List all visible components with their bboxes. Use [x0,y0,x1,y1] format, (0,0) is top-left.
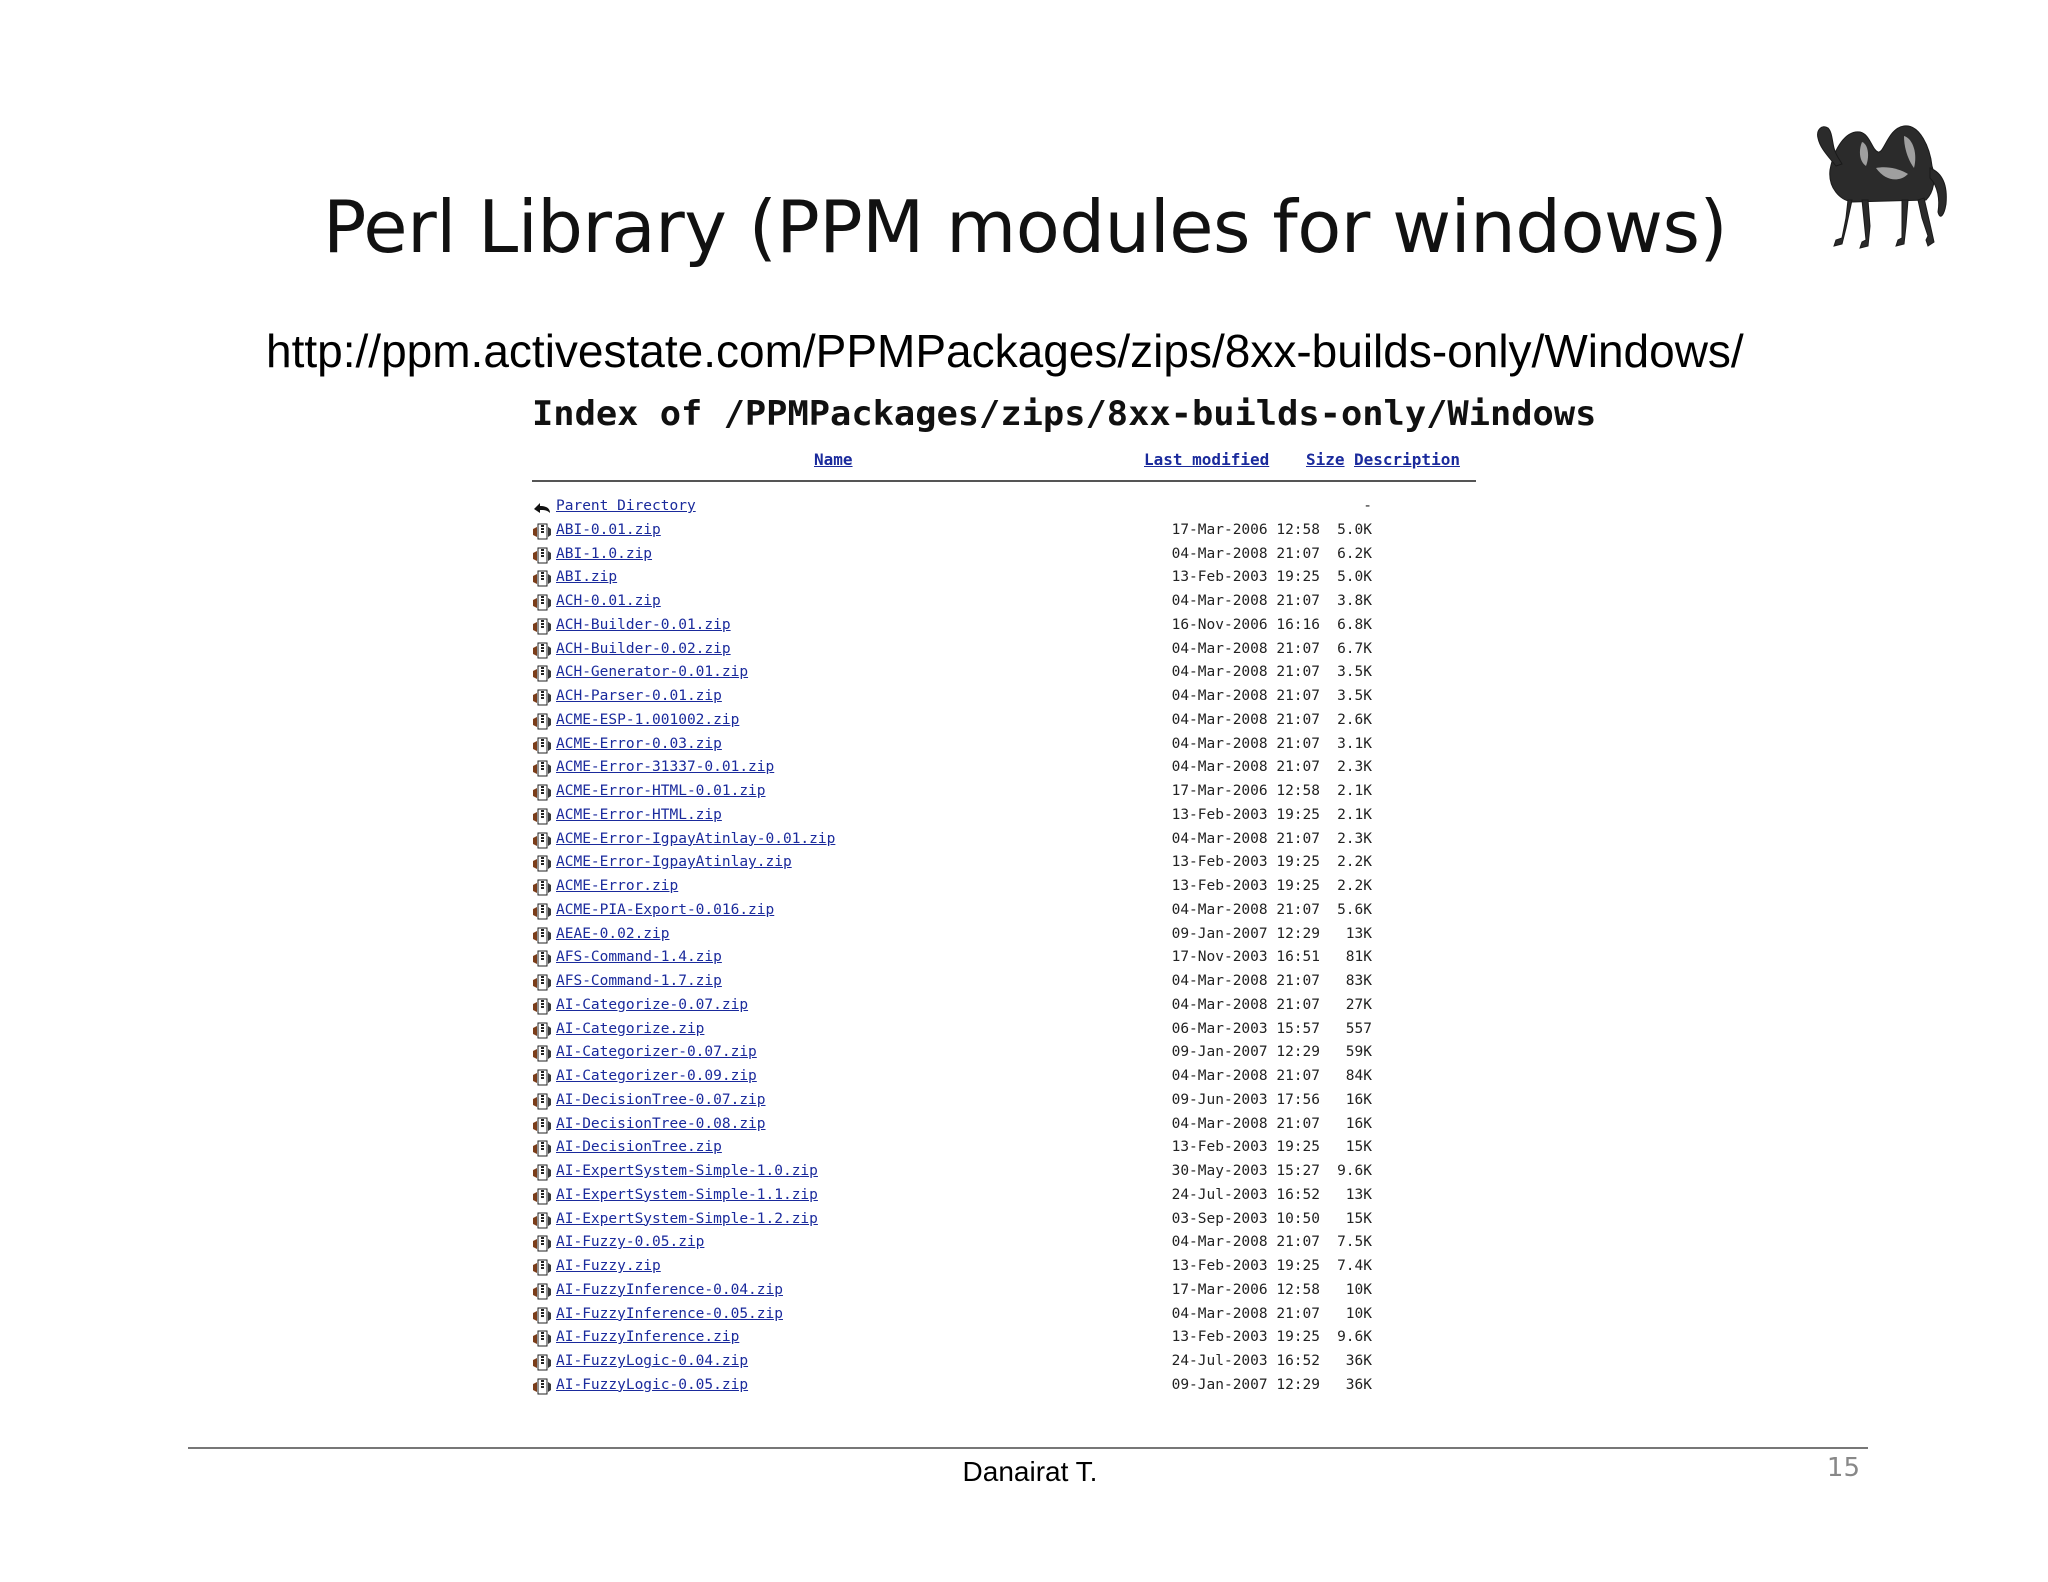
last-modified-cell: 04-Mar-2008 21:07 [1171,830,1320,847]
size-cell: 2.3K [1337,759,1372,776]
last-modified-cell: 13-Feb-2003 19:25 [1171,1258,1320,1274]
last-modified-cell: 04-Mar-2008 21:07 [1171,1234,1320,1251]
back-icon [532,499,552,517]
zip-file-icon [532,594,552,612]
file-link[interactable]: AI-FuzzyLogic-0.05.zip [556,1376,749,1393]
zip-file-icon [532,927,552,945]
zip-file-icon [532,1045,552,1063]
file-link[interactable]: ACME-ESP-1.001002.zip [556,711,740,728]
last-modified-cell: 30-May-2003 15:27 [1171,1163,1320,1179]
table-row [532,520,1492,544]
camel-icon [1812,108,1960,256]
size-cell: 2.3K [1337,830,1372,847]
last-modified-cell: 17-Nov-2003 16:51 [1171,949,1320,966]
table-row [532,947,1492,971]
zip-file-icon [532,832,552,850]
file-link[interactable]: ABI-0.01.zip [556,521,661,538]
size-cell: 36K [1345,1376,1372,1393]
last-modified-cell: 13-Feb-2003 19:25 [1171,854,1320,871]
zip-file-icon [532,1164,552,1182]
last-modified-cell: 04-Mar-2008 21:07 [1171,759,1320,776]
slide-title: Perl Library (PPM modules for windows) [322,185,1728,269]
table-row [532,686,1492,710]
table-row [532,924,1492,948]
zip-file-icon [532,713,552,731]
file-link[interactable]: AI-FuzzyInference-0.04.zip [556,1281,783,1298]
zip-file-icon [532,1212,552,1230]
table-row [532,971,1492,995]
table-row [532,1232,1492,1256]
table-row [532,1327,1492,1351]
last-modified-cell: 13-Feb-2003 19:25 [1171,1139,1320,1156]
table-row [532,852,1492,876]
last-modified-cell: 04-Mar-2008 21:07 [1171,664,1320,681]
file-link[interactable]: AI-DecisionTree-0.08.zip [556,1115,766,1132]
last-modified-cell: 13-Feb-2003 19:25 [1171,878,1320,894]
last-modified-cell: 04-Mar-2008 21:07 [1171,593,1320,609]
last-modified-cell: 17-Mar-2006 12:58 [1171,783,1320,799]
table-row [532,1066,1492,1090]
zip-file-icon [532,855,552,873]
size-cell: 3.5K [1337,664,1372,681]
zip-file-icon [532,1069,552,1087]
size-cell: 16K [1345,1091,1372,1108]
header-divider [532,480,1476,482]
zip-file-icon [532,1283,552,1301]
size-cell: 27K [1345,996,1372,1013]
zip-file-icon [532,1235,552,1253]
file-link[interactable]: AI-Categorize-0.07.zip [556,996,749,1013]
last-modified-cell: 04-Mar-2008 21:07 [1171,640,1320,657]
zip-file-icon [532,570,552,588]
size-cell: 2.1K [1337,783,1372,799]
file-link[interactable]: ACME-Error-31337-0.01.zip [556,759,775,776]
last-modified-cell: 04-Mar-2008 21:07 [1171,973,1320,989]
table-row [532,1280,1492,1304]
zip-file-icon [532,1307,552,1325]
size-cell: 59K [1345,1044,1372,1061]
last-modified-cell: 09-Jan-2007 12:29 [1171,925,1320,942]
file-list [532,496,1492,1399]
zip-file-icon [532,1259,552,1277]
file-link[interactable]: ACME-Error-HTML-0.01.zip [556,783,766,799]
last-modified-cell: 09-Jan-2007 12:29 [1171,1044,1320,1061]
parent-directory-link[interactable]: Parent Directory [556,498,696,514]
table-row [532,1090,1492,1114]
last-modified-cell: 24-Jul-2003 16:52 [1171,1353,1320,1369]
url-text: http://ppm.activestate.com/PPMPackages/zips/8xx-builds-only/Windows/ [266,325,1744,377]
file-link[interactable]: ACME-Error-IgpayAtinlay.zip [556,854,792,871]
last-modified-cell: 04-Mar-2008 21:07 [1171,1115,1320,1132]
zip-file-icon [532,642,552,660]
column-last-modified-link[interactable]: Last modified [1144,450,1270,469]
file-link[interactable]: AI-Fuzzy-0.05.zip [556,1234,705,1251]
last-modified-cell: 03-Sep-2003 10:50 [1171,1210,1320,1227]
column-size-link[interactable]: Size [1306,450,1345,469]
file-link[interactable]: AI-Categorizer-0.07.zip [556,1044,757,1061]
file-link[interactable]: AI-FuzzyLogic-0.04.zip [556,1353,749,1369]
size-cell: 9.6K [1337,1329,1372,1346]
file-link[interactable]: ACME-Error-0.03.zip [556,735,722,752]
last-modified-cell: 04-Mar-2008 21:07 [1171,711,1320,728]
table-row [532,662,1492,686]
zip-file-icon [532,760,552,778]
zip-file-icon [532,903,552,921]
file-link[interactable]: AI-ExpertSystem-Simple-1.2.zip [556,1210,818,1227]
zip-file-icon [532,974,552,992]
size-cell: 16K [1345,1115,1372,1132]
last-modified-cell: 17-Mar-2006 12:58 [1171,1281,1320,1298]
size-cell: 36K [1345,1353,1372,1369]
last-modified-cell: 17-Mar-2006 12:58 [1171,521,1320,538]
size-cell: 84K [1345,1068,1372,1084]
size-cell: 7.4K [1337,1258,1372,1274]
size-cell: 5.0K [1337,521,1372,538]
zip-file-icon [532,998,552,1016]
file-link[interactable]: ACME-Error-HTML.zip [556,806,722,823]
file-link[interactable]: AI-DecisionTree.zip [556,1139,722,1156]
table-row [532,757,1492,781]
size-cell: 10K [1345,1305,1372,1322]
last-modified-cell: 09-Jan-2007 12:29 [1171,1376,1320,1393]
file-link[interactable]: AEAE-0.02.zip [556,925,670,942]
table-row [532,900,1492,924]
last-modified-cell: 04-Mar-2008 21:07 [1171,1305,1320,1322]
zip-file-icon [532,618,552,636]
index-heading: Index of /PPMPackages/zips/8xx-builds-only/Windows [532,394,1597,434]
footer-author: Danairat T. [962,1456,1098,1487]
file-link[interactable]: AI-Categorize.zip [556,1020,705,1037]
zip-file-icon [532,1330,552,1348]
table-row [532,591,1492,615]
last-modified-cell: 04-Mar-2008 21:07 [1171,735,1320,752]
zip-file-icon [532,808,552,826]
size-cell: 5.0K [1337,569,1372,586]
last-modified-cell: 04-Mar-2008 21:07 [1171,688,1320,704]
column-description-link[interactable]: Description [1354,450,1460,469]
size-cell: 2.1K [1337,806,1372,823]
zip-file-icon [532,950,552,968]
file-link[interactable]: AI-Categorizer-0.09.zip [556,1068,757,1084]
file-link[interactable]: AI-FuzzyInference.zip [556,1329,740,1346]
file-link[interactable]: ACME-Error.zip [556,878,679,894]
file-link[interactable]: ABI-1.0.zip [556,545,653,562]
table-row [532,1185,1492,1209]
size-cell: 6.7K [1337,640,1372,657]
file-link[interactable]: ACH-Parser-0.01.zip [556,688,722,704]
size-cell: 15K [1345,1210,1372,1227]
size-cell: 3.1K [1337,735,1372,752]
column-name-link[interactable]: Name [814,450,853,469]
table-row [532,1019,1492,1043]
size-cell: 557 [1345,1020,1372,1037]
size-cell: 13K [1345,1186,1372,1203]
last-modified-cell: 04-Mar-2008 21:07 [1171,901,1320,918]
table-row [532,615,1492,639]
size-cell: 10K [1345,1281,1372,1298]
last-modified-cell: 13-Feb-2003 19:25 [1171,1329,1320,1346]
file-link[interactable]: AI-ExpertSystem-Simple-1.0.zip [556,1163,818,1179]
size-cell: 6.8K [1337,616,1372,633]
file-link[interactable]: ACH-Builder-0.02.zip [556,640,731,657]
table-row [532,1042,1492,1066]
size-cell: 7.5K [1337,1234,1372,1251]
table-row [532,1375,1492,1399]
file-link[interactable]: AI-ExpertSystem-Simple-1.1.zip [556,1186,818,1203]
size-cell: 2.2K [1337,854,1372,871]
table-row [532,1137,1492,1161]
last-modified-cell: 24-Jul-2003 16:52 [1171,1186,1320,1203]
table-row [532,710,1492,734]
table-row [532,567,1492,591]
zip-file-icon [532,547,552,565]
directory-listing-screenshot [526,392,1597,1404]
file-link[interactable]: ACME-Error-IgpayAtinlay-0.01.zip [556,830,836,847]
zip-file-icon [532,784,552,802]
zip-file-icon [532,1378,552,1396]
file-link[interactable]: AI-DecisionTree-0.07.zip [556,1091,766,1108]
zip-file-icon [532,1188,552,1206]
last-modified-cell: 04-Mar-2008 21:07 [1171,545,1320,562]
last-modified-cell: 04-Mar-2008 21:07 [1171,996,1320,1013]
table-row [532,734,1492,758]
last-modified-cell: 13-Feb-2003 19:25 [1171,806,1320,823]
zip-file-icon [532,1117,552,1135]
file-link[interactable]: AFS-Command-1.4.zip [556,949,722,966]
last-modified-cell: 16-Nov-2006 16:16 [1171,616,1320,633]
zip-file-icon [532,1354,552,1372]
last-modified-cell: 09-Jun-2003 17:56 [1171,1091,1320,1108]
table-row [532,876,1492,900]
zip-file-icon [532,523,552,541]
parent-directory-row [532,496,1492,520]
table-row [532,1161,1492,1185]
size-cell: 5.6K [1337,901,1372,918]
file-link[interactable]: ABI.zip [556,569,618,586]
zip-file-icon [532,879,552,897]
page-number: 15 [1826,1453,1860,1483]
file-link[interactable]: ACH-0.01.zip [556,593,661,609]
size-cell: 2.6K [1337,711,1372,728]
table-row [532,639,1492,663]
size-cell: 81K [1345,949,1372,966]
file-link[interactable]: AI-FuzzyInference-0.05.zip [556,1305,783,1322]
size-cell: 6.2K [1337,545,1372,562]
zip-file-icon [532,689,552,707]
zip-file-icon [532,737,552,755]
table-row [532,1351,1492,1375]
size-cell: - [1363,498,1372,514]
size-cell: 15K [1345,1139,1372,1156]
size-cell: 13K [1345,925,1372,942]
footer-divider [188,1447,1868,1449]
file-link[interactable]: ACME-PIA-Export-0.016.zip [556,901,775,918]
size-cell: 3.5K [1337,688,1372,704]
zip-file-icon [532,1140,552,1158]
table-row [532,781,1492,805]
table-row [532,544,1492,568]
zip-file-icon [532,1093,552,1111]
table-row [532,1209,1492,1233]
size-cell: 9.6K [1337,1163,1372,1179]
last-modified-cell: 13-Feb-2003 19:25 [1171,569,1320,586]
size-cell: 83K [1345,973,1372,989]
last-modified-cell: 06-Mar-2003 15:57 [1171,1020,1320,1037]
table-row [532,829,1492,853]
table-row [532,805,1492,829]
table-row [532,1114,1492,1138]
table-row [532,1256,1492,1280]
table-row [532,1304,1492,1328]
size-cell: 2.2K [1337,878,1372,894]
size-cell: 3.8K [1337,593,1372,609]
file-link[interactable]: ACH-Builder-0.01.zip [556,616,731,633]
file-link[interactable]: AFS-Command-1.7.zip [556,973,722,989]
zip-file-icon [532,1022,552,1040]
last-modified-cell: 04-Mar-2008 21:07 [1171,1068,1320,1084]
file-link[interactable]: AI-Fuzzy.zip [556,1258,661,1274]
table-row [532,995,1492,1019]
zip-file-icon [532,665,552,683]
file-link[interactable]: ACH-Generator-0.01.zip [556,664,749,681]
